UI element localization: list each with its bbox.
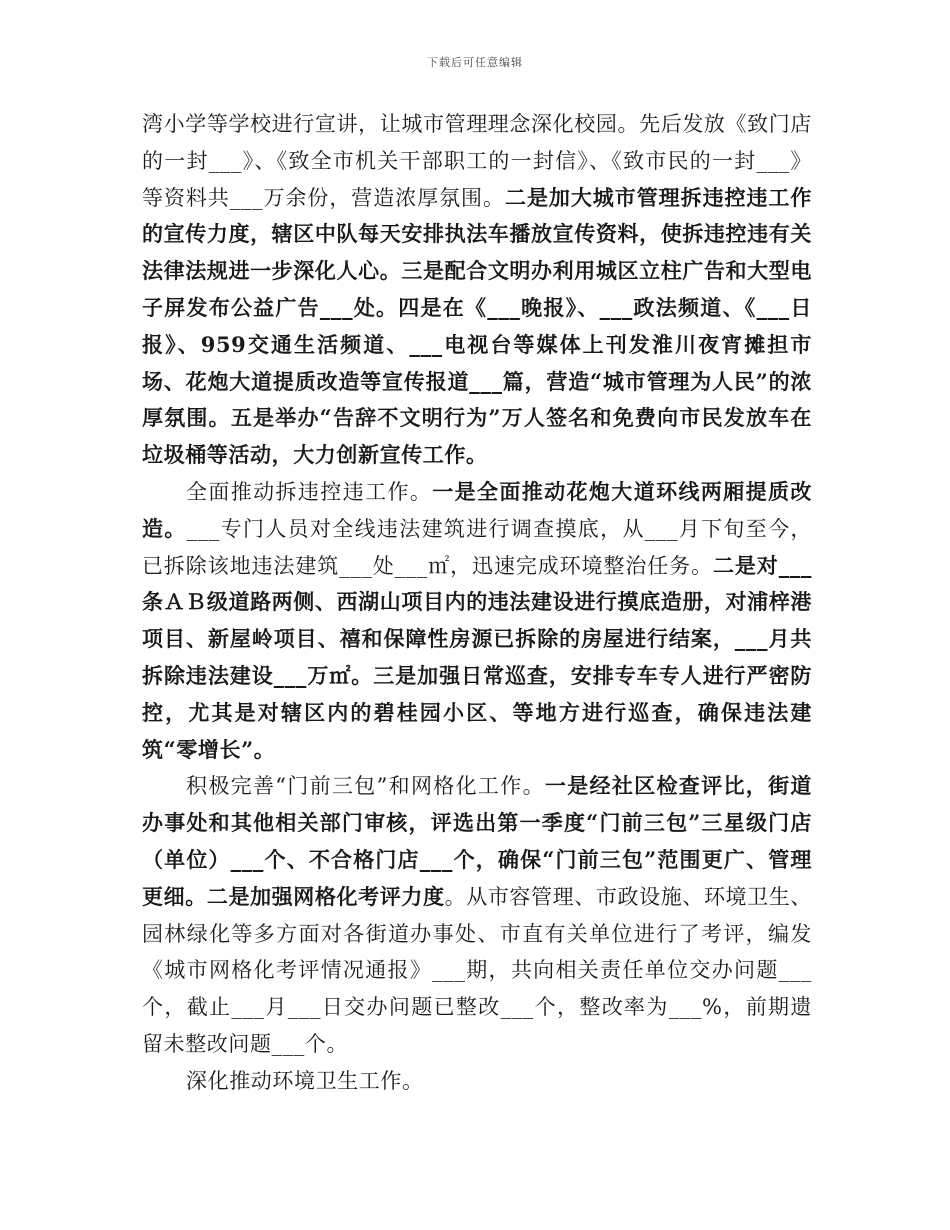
paragraph-publicity <box>142 106 812 474</box>
text-run: ___专门人员对全线违法建筑进行调查摸底，从___月下旬至今，已拆除该地违法建筑___处___㎡，迅速完成环境整治任务。 <box>142 516 812 578</box>
page-header-note: 下载后可任意编辑 <box>427 56 523 69</box>
text-run-bold: 一是全面推动花炮大道环线两厢提质改造。 <box>142 478 812 541</box>
text-run-bold: 。三是配合文明办利用城区立柱广告和大型电子屏发布公益广告___处。四是在《___晚报》、___政法频道、《___日报》、959交通生活频道、___电视台等媒体上刊发淮川夜宵摊担市场、花炮大道提质改造等宣传报道___篇，营造“城市管理为人民”的浓厚氛围。五是举办“告辞不文明行为”万人签名和免费向市民发放车在垃圾桶等活动，大力创新宣传工作。 <box>142 258 812 468</box>
text-run: 全面推动拆违控违工作。 <box>186 479 433 504</box>
text-run: 深化推动环境卫生工作。 <box>186 1068 424 1093</box>
text-run: 湾小学等学校进行宣讲，让城市管理理念深化校园。先后发放《致门店的一封___》、《致全市机关干部职工的一封信》、《致市民的一封___》等资料共___万余份，营造浓厚氛围。 <box>142 112 812 210</box>
text-run: 。从市容管理、市政设施、环境卫生、园林绿化等多方面对各街道办事处、市直有关单位进行了考评，编发《城市网格化考评情况通报》___期，共向相关责任单位交办问题___个，截止___月___日交办问题已整改___个，整改率为___%，前期遗留未整改问题___个。 <box>142 884 813 1056</box>
paragraph-sanitation <box>142 1063 812 1100</box>
paragraph-demolition <box>142 474 812 768</box>
paragraph-grid-management <box>142 768 812 1062</box>
text-run-bold: 一是经社区检查评比，街道办事处和其他相关部门审核，评选出第一季度“门前三包”三星级门店（单位）___个、不合格门店___个，确保“门前三包”范围更广、管理更细。二是加强网格化考评力度 <box>142 773 812 909</box>
text-run: 积极完善“门前三包”和网格化工作。 <box>186 774 545 799</box>
document-body <box>142 106 812 1100</box>
text-run-bold: 二是加大城市管理拆违控违工作的宣传力度，辖区中队每天安排执法车播放宣传资料，使拆违控违有关法律法规进一步深化人心 <box>142 184 812 284</box>
text-run-bold: 二是对___条ＡＢ级道路两侧、西湖山项目内的违法建设进行摸底造册，对浦梓港项目、新屋岭项目、禧和保障性房源已拆除的房屋进行结案，___月共拆除违法建设___万㎡。三是加强日常巡查，安排专车专人进行严密防控，尤其是对辖区内的碧桂园小区、等地方进行巡查，确保违法建筑“零增长”。 <box>142 552 812 762</box>
